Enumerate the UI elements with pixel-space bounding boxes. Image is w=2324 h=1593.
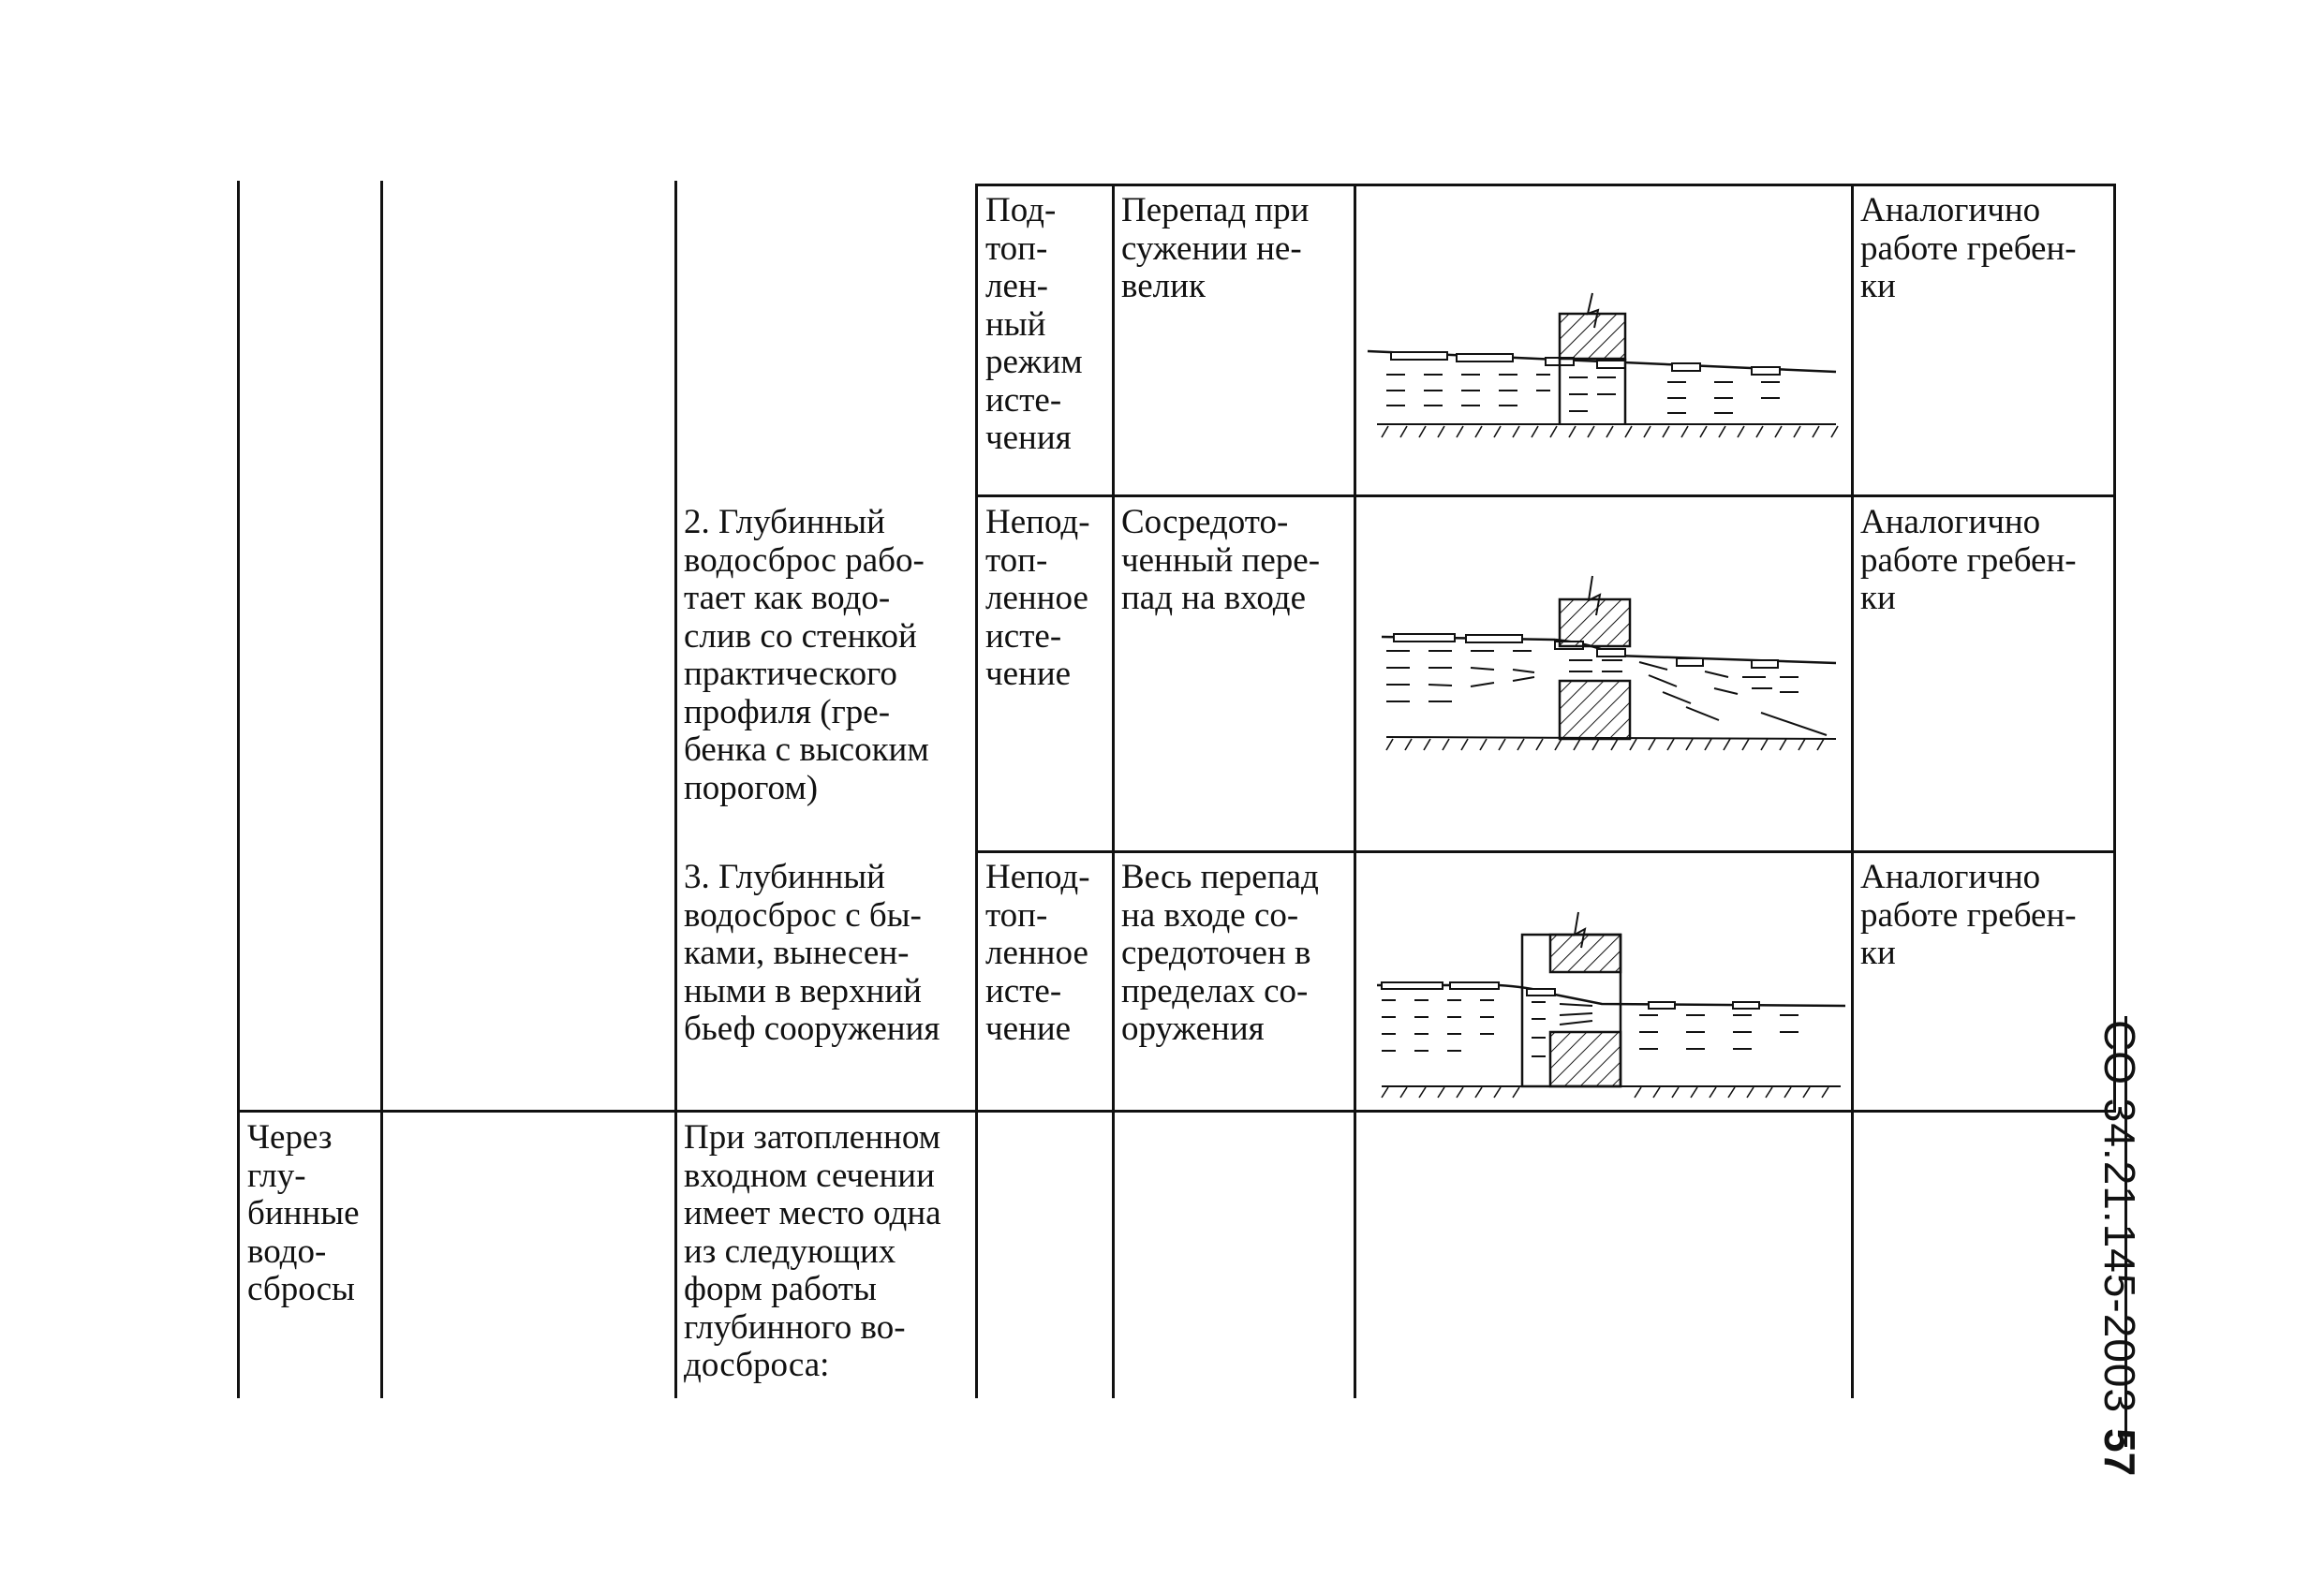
table-rule-v1 xyxy=(237,181,240,1398)
document-code: СО 34.21.145-2003 xyxy=(2095,1020,2144,1414)
table-rule-v3 xyxy=(674,181,677,1398)
table-rule-h1 xyxy=(975,184,2116,186)
table-rule-v5 xyxy=(1112,184,1115,1398)
row1-note: Аналогично работе гребен- ки xyxy=(1860,191,2077,305)
row3-structure: 3. Глубинный водосброс с бы- ками, вынесен- ными в верхний бьеф сооружения xyxy=(684,858,940,1048)
row1-description: Перепад при сужении не- велик xyxy=(1121,191,1310,305)
row1-flow-mode: Под- топ- лен- ный режим исте- чения xyxy=(985,191,1083,457)
spillway-high-sill-icon xyxy=(1368,567,1855,759)
row2-description: Сосредото- ченный пере- пад на входе xyxy=(1121,503,1321,617)
row3-description: Весь перепад на входе со- средоточен в пределах со- оружения xyxy=(1121,858,1319,1048)
table-rule-h2 xyxy=(975,494,2116,497)
row3-flow-mode: Непод- топ- ленное исте- чение xyxy=(985,858,1090,1048)
row2-flow-mode: Непод- топ- ленное исте- чение xyxy=(985,503,1090,693)
row2-structure: 2. Глубинный водосброс рабо- тает как водо- слив со стенкой практического профиля (гре- бенка с высоким порогом) xyxy=(684,503,929,807)
table-rule-v6 xyxy=(1354,184,1356,1398)
table-rule-h3 xyxy=(975,850,2116,853)
page-footer xyxy=(2095,1020,2145,1476)
spillway-submerged-icon xyxy=(1358,286,1845,450)
row3-note: Аналогично работе гребен- ки xyxy=(1860,858,2077,972)
row2-note: Аналогично работе гребен- ки xyxy=(1860,503,2077,617)
row4-structure: При затопленном входном сечении имеет место одна из следующих форм работы глубинного во- досброса: xyxy=(684,1118,941,1384)
table-rule-v7 xyxy=(1851,184,1854,1398)
row4-category: Через глу- бинные водо- сбросы xyxy=(247,1118,360,1308)
spillway-piers-icon xyxy=(1368,901,1855,1102)
table-rule-v4 xyxy=(975,184,978,1398)
table-rule-v2 xyxy=(380,181,383,1398)
table-rule-v8 xyxy=(2113,184,2116,1111)
page-number: 57 xyxy=(2095,1428,2144,1477)
table-rule-h4 xyxy=(237,1110,2116,1113)
